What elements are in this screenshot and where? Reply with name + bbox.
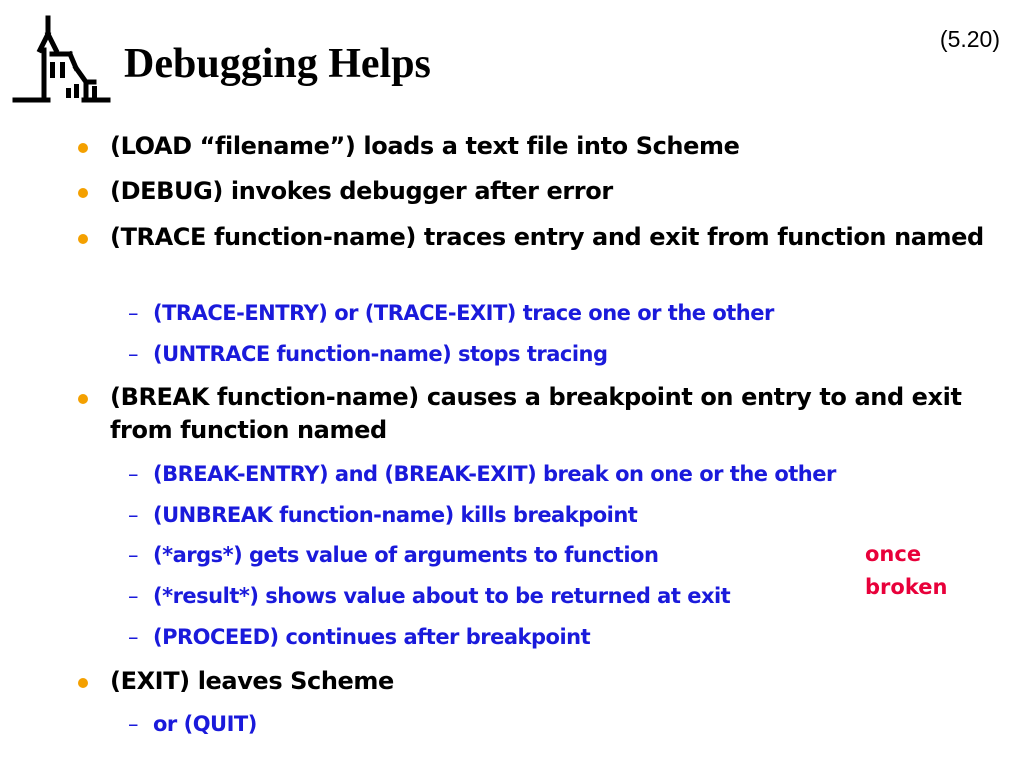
dash-icon: –	[128, 301, 139, 325]
side-note-line: once	[865, 542, 922, 566]
bullet-text: (TRACE function-name) traces entry and exit from function named	[110, 223, 984, 251]
dash-icon: –	[128, 342, 139, 366]
dash-icon: –	[128, 712, 139, 736]
bullet-text: (LOAD “filename”) loads a text file into Scheme	[110, 132, 740, 160]
sub-item-text: (UNTRACE function-name) stops tracing	[153, 342, 608, 366]
sub-item-text: (*result*) shows value about to be returned at exit	[153, 584, 731, 608]
page-title: Debugging Helps	[124, 41, 431, 87]
dash-icon: –	[128, 584, 139, 608]
bullet-text: (EXIT) leaves Scheme	[110, 667, 394, 695]
dash-icon: –	[128, 625, 139, 649]
bullet-dot-icon	[78, 143, 88, 153]
sub-item-text: (PROCEED) continues after breakpoint	[153, 625, 591, 649]
side-note	[865, 538, 985, 604]
dash-icon: –	[128, 543, 139, 567]
sub-item-text: (UNBREAK function-name) kills breakpoint	[153, 503, 638, 527]
bullet-dot-icon	[78, 394, 88, 404]
dash-icon: –	[128, 462, 139, 486]
side-note-line: broken	[865, 575, 948, 599]
bullet-text: (BREAK function-name) causes a breakpoint on entry to and exit from function named	[110, 383, 962, 444]
bullet-dot-icon	[78, 188, 88, 198]
bullet-dot-icon	[78, 234, 88, 244]
dash-icon: –	[128, 503, 139, 527]
sub-item-text: (BREAK-ENTRY) and (BREAK-EXIT) break on one or the other	[153, 462, 836, 486]
church-logo-icon	[12, 14, 112, 106]
sub-item-text: (*args*) gets value of arguments to function	[153, 543, 659, 567]
slide-number: (5.20)	[939, 26, 1000, 52]
bullet-dot-icon	[78, 678, 88, 688]
sub-item-text: (TRACE-ENTRY) or (TRACE-EXIT) trace one or the other	[153, 301, 774, 325]
bullet-text: (DEBUG) invokes debugger after error	[110, 177, 613, 205]
sub-item-text: or (QUIT)	[153, 712, 257, 736]
